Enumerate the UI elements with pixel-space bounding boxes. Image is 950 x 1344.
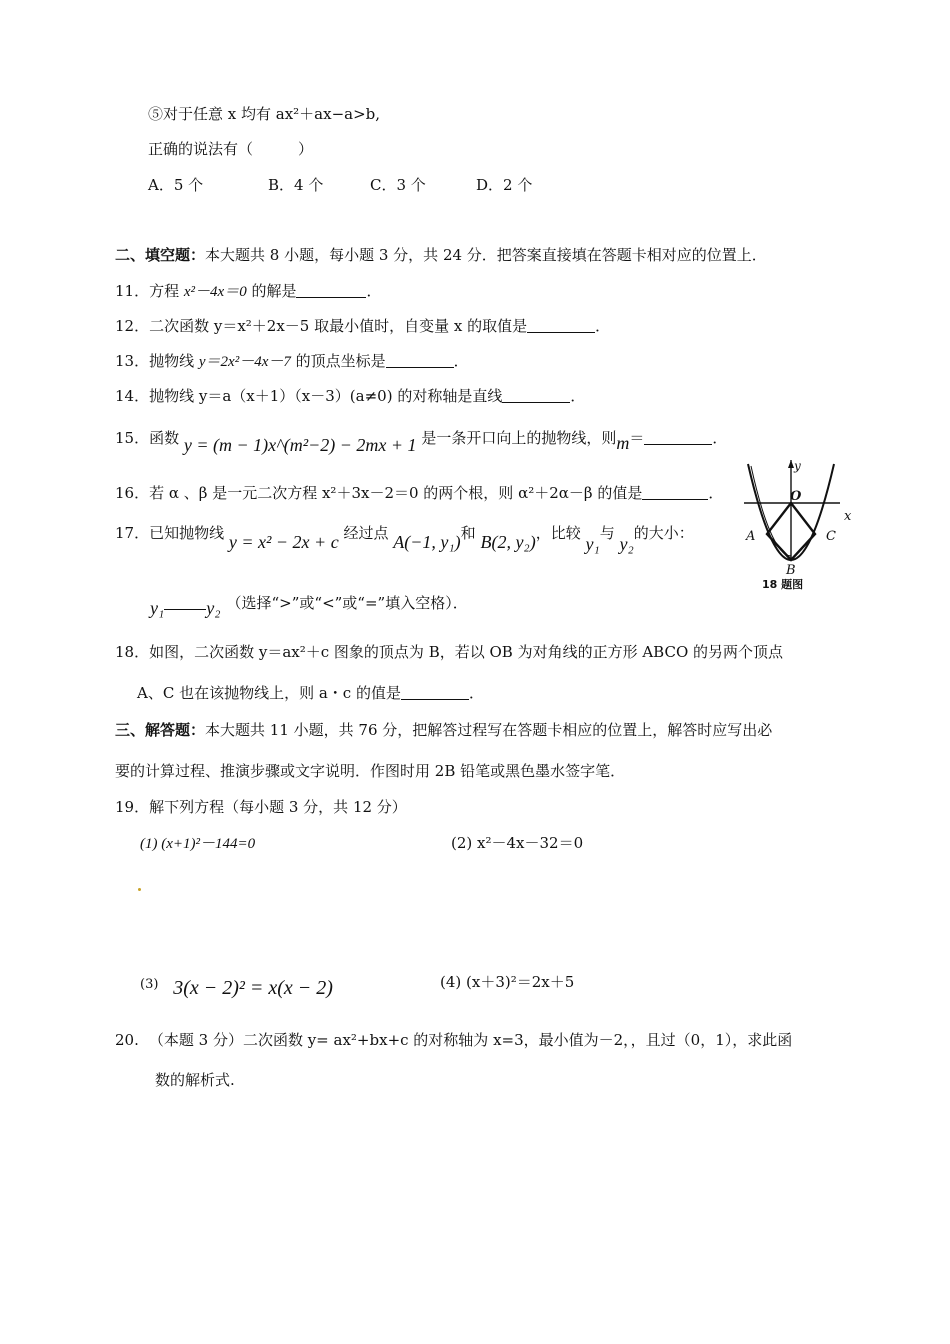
answer-blank <box>642 485 708 500</box>
answer-blank <box>164 595 206 610</box>
stray-mark <box>138 888 141 891</box>
q15-function-expr: y = (m − 1)x^(m²−2) − 2mx + 1 <box>183 435 417 455</box>
answer-blank <box>644 430 712 445</box>
svg-text:O: O <box>790 489 802 504</box>
answer-blank <box>296 283 366 298</box>
svg-text:x: x <box>844 509 852 524</box>
q20-line2: 数的解析式. <box>155 1071 235 1089</box>
q10-prompt: 正确的说法有（ ） <box>148 140 314 158</box>
answer-blank <box>386 353 454 368</box>
q10-option-b: B．4 个 <box>268 176 324 194</box>
svg-text:y: y <box>794 459 801 473</box>
q19-part3-expr: 3(x − 2)² = x(x − 2) <box>173 977 333 999</box>
q10-option-a: A．5 个 <box>148 176 204 194</box>
svg-text:B: B <box>786 563 796 578</box>
section2-desc: 本大题共 8 小题，每小题 3 分，共 24 分．把答案直接填在答题卡相对应的位置上． <box>205 246 767 264</box>
q14: 14．抛物线 y＝a（x＋1）（x－3）(a≠0) 的对称轴是直线 ． <box>115 387 586 405</box>
svg-text:A: A <box>746 529 756 544</box>
q19-part1: (1) (x+1)²－144=0 <box>140 836 256 852</box>
q10-option-d: D．2 个 <box>476 176 533 194</box>
section2-heading: 二、填空题： <box>115 246 206 264</box>
section3-heading: 三、解答题： <box>115 721 206 739</box>
q17: 17．已知抛物线 y = x² − 2x + c 经过点 A(−1, y₁)和 B(2, y₂)，比较 y₁与 y₂的大小： <box>115 524 694 554</box>
section3-desc: 本大题共 11 小题，共 76 分，把解答过程写在答题卡相应的位置上，解答时应写出必 <box>205 721 773 739</box>
q13: 13．抛物线 y＝2x²－4x－7 的顶点坐标是 ． <box>115 352 469 370</box>
q15: 15．函数 y = (m − 1)x^(m²−2) − 2mx + 1 是一条开口向上的抛物线，则m＝ ． <box>115 429 728 455</box>
q12: 12．二次函数 y＝x²＋2x－5 取最小值时，自变量 x 的取值是 ． <box>115 317 611 335</box>
q10-item5: ⑤对于任意 x 均有 ax²＋ax−a>b, <box>148 105 381 123</box>
svg-text:C: C <box>826 529 836 544</box>
q18-line2: A、C 也在该抛物线上，则 a・c 的值是 ． <box>137 684 484 702</box>
section3-desc-line2: 要的计算过程、推演步骤或文字说明．作图时用 2B 铅笔或黑色墨水签字笔． <box>115 762 626 780</box>
q18-line1: 18．如图，二次函数 y＝ax²＋c 图象的顶点为 B，若以 OB 为对角线的正方形 ABCO 的另两个顶点 <box>115 643 784 661</box>
answer-blank <box>502 388 570 403</box>
q17-answer-line: y₁ y₂ （选择“>”或“<”或“=”填入空格）． <box>150 594 468 618</box>
section2-header <box>115 245 767 265</box>
q20-line1: 20. （本题 3 分）二次函数 y= ax²+bx+c 的对称轴为 x=3，最小值为－2，，且过（0，1），求此函 <box>115 1031 793 1049</box>
q19-part3: (3) 3(x − 2)² = x(x − 2) <box>140 977 333 999</box>
q16: 16．若 α 、β 是一元二次方程 x²＋3x－2＝0 的两个根，则 α²＋2α－β 的值是 ． <box>115 484 724 502</box>
q19-title: 19．解下列方程（每小题 3 分，共 12 分） <box>115 798 407 816</box>
figure-18-caption: 18 题图 <box>762 578 804 591</box>
answer-blank <box>527 318 595 333</box>
section3-header <box>115 720 772 740</box>
q17-parabola-expr: y = x² − 2x + c <box>228 532 339 552</box>
q19-part2: (2) x²－4x－32＝0 <box>451 834 584 852</box>
answer-blank <box>401 685 469 700</box>
figure-18-diagram <box>740 456 868 592</box>
q10-option-c: C．3 个 <box>370 176 426 194</box>
q11: 11．方程 x²－4x＝0 的解是 ． <box>115 282 382 300</box>
q19-part4: (4) (x＋3)²＝2x＋5 <box>440 973 575 991</box>
